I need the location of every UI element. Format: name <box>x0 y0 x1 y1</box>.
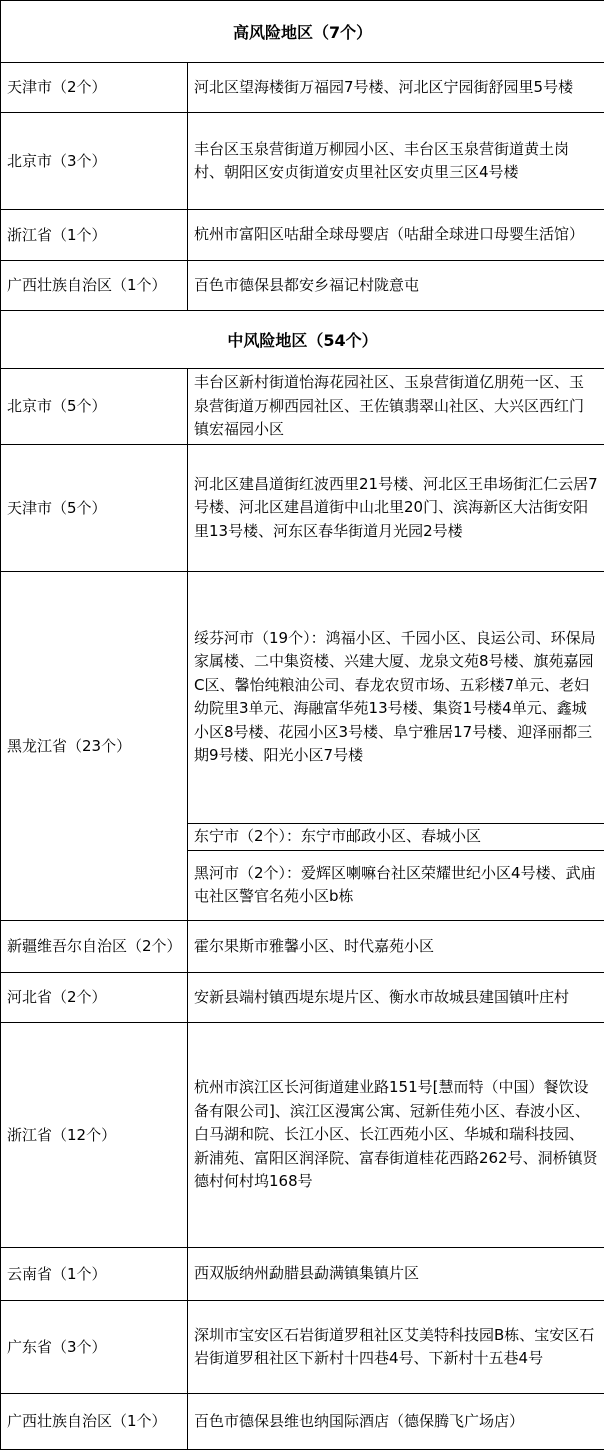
areas-cell: 丰台区玉泉营街道万柳园小区、丰台区玉泉营街道黄土岗村、朝阳区安贞街道安贞里社区安贞里三区4号楼 <box>188 113 604 210</box>
region-cell: 浙江省（1个） <box>1 210 188 261</box>
region-cell: 新疆维吾尔自治区（2个） <box>1 921 188 973</box>
region-cell: 天津市（5个） <box>1 445 188 572</box>
table-row <box>1 921 604 973</box>
areas-cell: 西双版纳州勐腊县勐满镇集镇片区 <box>188 1248 604 1301</box>
region-cell: 天津市（2个） <box>1 63 188 113</box>
heilongjiang-subtable <box>188 572 604 920</box>
sub-areas-cell: 黑河市（2个）：爱辉区喇嘛台社区荣耀世纪小区4号楼、武庙屯社区警官名苑小区b栋 <box>188 850 604 920</box>
table-row <box>1 261 604 311</box>
table-row <box>1 572 604 921</box>
areas-cell: 河北区望海楼街万福园7号楼、河北区宁园街舒园里5号楼 <box>188 63 604 113</box>
table-row <box>1 210 604 261</box>
areas-cell: 杭州市滨江区长河街道建业路151号[慧而特（中国）餐饮设备有限公司]、滨江区漫寓公寓、冠新佳苑小区、春波小区、白马湖和院、长江小区、长江西苑小区、华城和瑞科技园、新浦苑、富阳区润泽院、富春街道桂花西路262号、洞桥镇贤德村何村坞168号 <box>188 1023 604 1248</box>
region-cell: 北京市（3个） <box>1 113 188 210</box>
table-row <box>1 1301 604 1394</box>
table-row <box>1 1248 604 1301</box>
areas-cell: 河北区建昌道街红波西里21号楼、河北区王串场街汇仁云居7号楼、河北区建昌道街中山北里20门、滨海新区大沽街安阳里13号楼、河东区春华街道月光园2号楼 <box>188 445 604 572</box>
table-row <box>1 63 604 113</box>
areas-cell: 深圳市宝安区石岩街道罗租社区艾美特科技园B栋、宝安区石岩街道罗租社区下新村十四巷4号、下新村十五巷4号 <box>188 1301 604 1394</box>
areas-cell <box>188 572 604 921</box>
region-cell: 云南省（1个） <box>1 1248 188 1301</box>
sub-areas-cell: 绥芬河市（19个）：鸿福小区、千园小区、良运公司、环保局家属楼、二中集资楼、兴建大厦、龙泉文苑8号楼、旗苑嘉园C区、馨怡纯粮油公司、春龙农贸市场、五彩楼7单元、老妇幼院里3单元、海融富华苑13号楼、集资1号楼4单元、鑫城小区8号楼、花园小区3号楼、阜宁雅居17号楼、迎泽丽都三期9号楼、阳光小区7号楼 <box>188 572 604 823</box>
table-row <box>1 113 604 210</box>
region-cell: 广西壮族自治区（1个） <box>1 1394 188 1450</box>
region-cell: 黑龙江省（23个） <box>1 572 188 921</box>
table-row <box>1 445 604 572</box>
region-cell: 河北省（2个） <box>1 973 188 1023</box>
section-header-high <box>1 1 604 63</box>
region-cell: 广东省（3个） <box>1 1301 188 1394</box>
areas-cell: 安新县端村镇西堤东堤片区、衡水市故城县建国镇叶庄村 <box>188 973 604 1023</box>
medium-risk-title: 中风险地区（54个） <box>1 311 604 369</box>
areas-cell: 百色市德保县维也纳国际酒店（德保腾飞广场店） <box>188 1394 604 1450</box>
table-row <box>1 1023 604 1248</box>
section-header-medium <box>1 311 604 369</box>
region-cell: 北京市（5个） <box>1 369 188 445</box>
areas-cell: 丰台区新村街道怡海花园社区、玉泉营街道亿朋苑一区、玉泉营街道万柳西园社区、王佐镇翡翠山社区、大兴区西红门镇宏福园小区 <box>188 369 604 445</box>
high-risk-title: 高风险地区（7个） <box>1 1 604 63</box>
areas-cell: 百色市德保县都安乡福记村陇意屯 <box>188 261 604 311</box>
table-row <box>1 973 604 1023</box>
areas-cell: 杭州市富阳区咕甜全球母婴店（咕甜全球进口母婴生活馆） <box>188 210 604 261</box>
table-row <box>1 369 604 445</box>
areas-cell: 霍尔果斯市雅馨小区、时代嘉苑小区 <box>188 921 604 973</box>
sub-areas-cell: 东宁市（2个）：东宁市邮政小区、春城小区 <box>188 823 604 850</box>
region-cell: 广西壮族自治区（1个） <box>1 261 188 311</box>
region-cell: 浙江省（12个） <box>1 1023 188 1248</box>
table-row <box>1 1394 604 1450</box>
